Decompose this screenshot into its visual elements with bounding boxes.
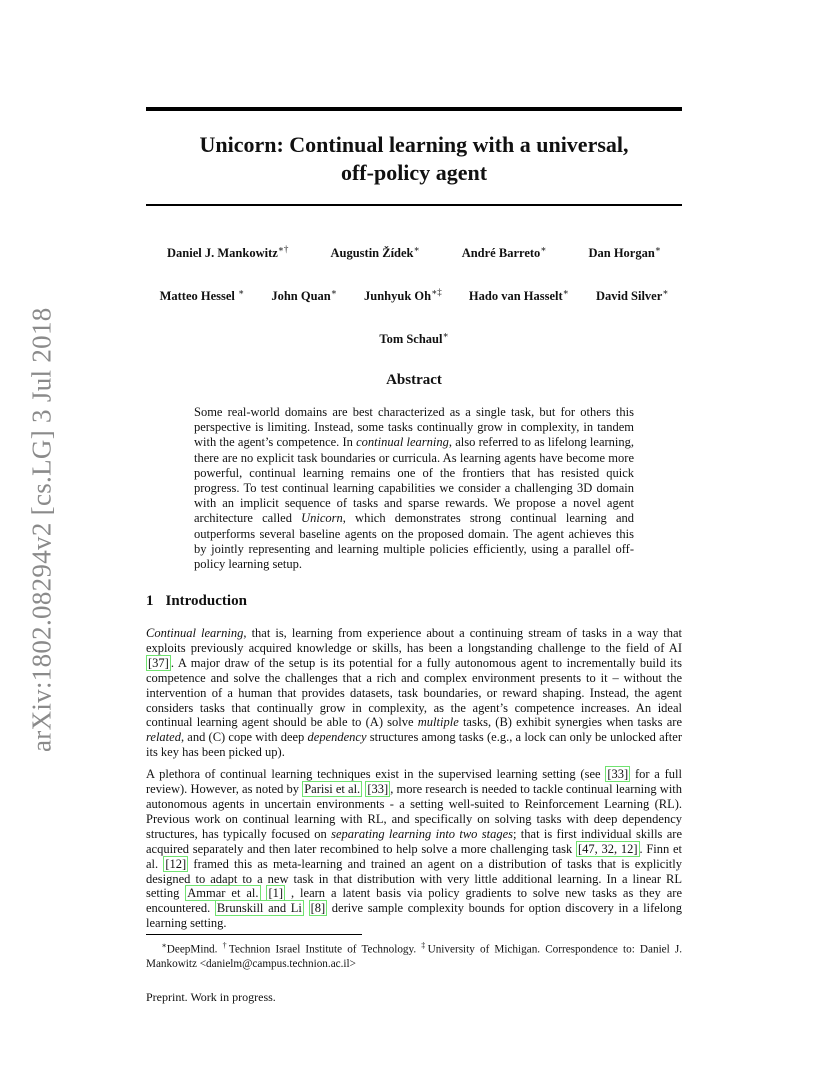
citation-link[interactable]: [12] bbox=[165, 856, 187, 871]
author: Tom Schaul∗ bbox=[379, 330, 449, 347]
author: Matteo Hessel ∗ bbox=[159, 287, 245, 304]
title-line-2: off-policy agent bbox=[340, 160, 488, 185]
citation-link[interactable]: Parisi et al. bbox=[304, 782, 361, 797]
author: Dan Horgan∗ bbox=[588, 244, 661, 261]
author: Daniel J. Mankowitz∗† bbox=[167, 244, 289, 261]
author: Hado van Hasselt∗ bbox=[468, 287, 569, 304]
author: David Silver∗ bbox=[595, 287, 669, 304]
footnote: ∗DeepMind. †Technion Israel Institute of Technology. ‡University of Michigan. Correspondence to: Daniel J. Mankowitz <danielm@campus.technion.ac.il> bbox=[146, 941, 683, 970]
author: André Barreto∗ bbox=[461, 244, 547, 261]
body-text bbox=[146, 626, 682, 938]
author-row-3 bbox=[146, 326, 682, 348]
citation-link[interactable]: Brunskill and Li bbox=[216, 901, 302, 916]
title-rule-top bbox=[146, 107, 682, 111]
title-rule-bottom bbox=[146, 204, 682, 206]
author-block bbox=[146, 240, 682, 369]
citation-link[interactable]: [33] bbox=[607, 767, 629, 782]
paragraph: Continual learning, that is, learning from experience about a continuing stream of tasks in a way that exploits previously acquired knowledge or skills, has been a longstanding challenge to the field of AI [37] . A major draw of the setup is its potential for a fully autonomous agent to incrementally build its competence and solve the challenges that a rich and complex environment presents to it – without the intervention of a human that provides datasets, task boundaries, or reward shaping. Instead, the agent considers tasks that continually grow in complexity, as the agent’s competence increases. An ideal continual learning agent should be able to (A) solve multiple tasks, (B) exhibit synergies when tasks are related, and (C) cope with deep dependency structures among tasks (e.g., a lock can only be unlocked after its key has been picked up). bbox=[146, 626, 682, 760]
citation-link[interactable]: [8] bbox=[310, 901, 326, 916]
author: Junhyuk Oh∗‡ bbox=[364, 287, 442, 304]
author: Augustin Žídek∗ bbox=[330, 244, 420, 261]
paragraph: A plethora of continual learning techniques exist in the supervised learning setting (see [33] for a full review). However, as noted by Parisi et al. [33] , more research is needed to tackle continual learning with autonomous agents in uncertain environments - a setting well-suited to Reinforcement Learning (RL). Previous work on continual learning with RL, and specifically on solving tasks with deep dependency structures, has typically focused on separating learning into two stages; that is first individual skills are acquired separately and then later recombined to help solve a more challenging task [47, 32, 12] . Finn et al. [12] framed this as meta-learning and trained an agent on a distribution of tasks that is explicitly designed to adapt to a new task in that distribution with very little additional learning. In a linear RL setting Ammar et al. [1] , learn a latent basis via policy gradients to solve new tasks as they are encountered. Brunskill and Li [8] derive sample complexity bounds for option discovery in a lifelong learning setting. bbox=[146, 767, 683, 931]
section-number: 1 bbox=[146, 593, 154, 609]
section-title: Introduction bbox=[165, 593, 247, 609]
citation-link[interactable]: [47, 32, 12] bbox=[578, 841, 638, 856]
section-heading bbox=[146, 593, 247, 610]
citation-link[interactable]: [37] bbox=[148, 655, 169, 670]
abstract-text: Some real-world domains are best characterized as a single task, but for others this perspective is limiting. Instead, some tasks continually grow in complexity, in tandem with the agent’s competence. In continual learning, also referred to as lifelong learning, there are no explicit task boundaries or curricula. As learning agents have become more powerful, continual learning remains one of the frontiers that has resisted quick progress. To test continual learning capabilities we consider a challenging 3D domain with an implicit sequence of tasks and sparse rewards. We propose a novel agent architecture called Unicorn, which demonstrates strong continual learning and outperforms several baseline agents on the proposed domain. The agent achieves this by jointly representing and learning multiple policies efficiently, using a parallel off-policy learning setup. bbox=[194, 405, 635, 572]
author-row-2 bbox=[146, 283, 682, 305]
author-row-1 bbox=[146, 240, 682, 262]
citation-link[interactable]: Ammar et al. bbox=[187, 886, 259, 901]
arxiv-identifier: arXiv:1802.08294v2 [cs.LG] 3 Jul 2018 bbox=[26, 307, 57, 753]
citation-link[interactable]: [33] bbox=[367, 782, 389, 797]
author: John Quan∗ bbox=[271, 287, 337, 304]
paper-title bbox=[146, 131, 682, 187]
preprint-note: Preprint. Work in progress. bbox=[146, 990, 276, 1004]
footnote-rule bbox=[146, 934, 362, 935]
title-line-1: Unicorn: Continual learning with a universal, bbox=[199, 132, 629, 157]
abstract-heading: Abstract bbox=[386, 372, 442, 388]
citation-link[interactable]: [1] bbox=[268, 886, 284, 901]
